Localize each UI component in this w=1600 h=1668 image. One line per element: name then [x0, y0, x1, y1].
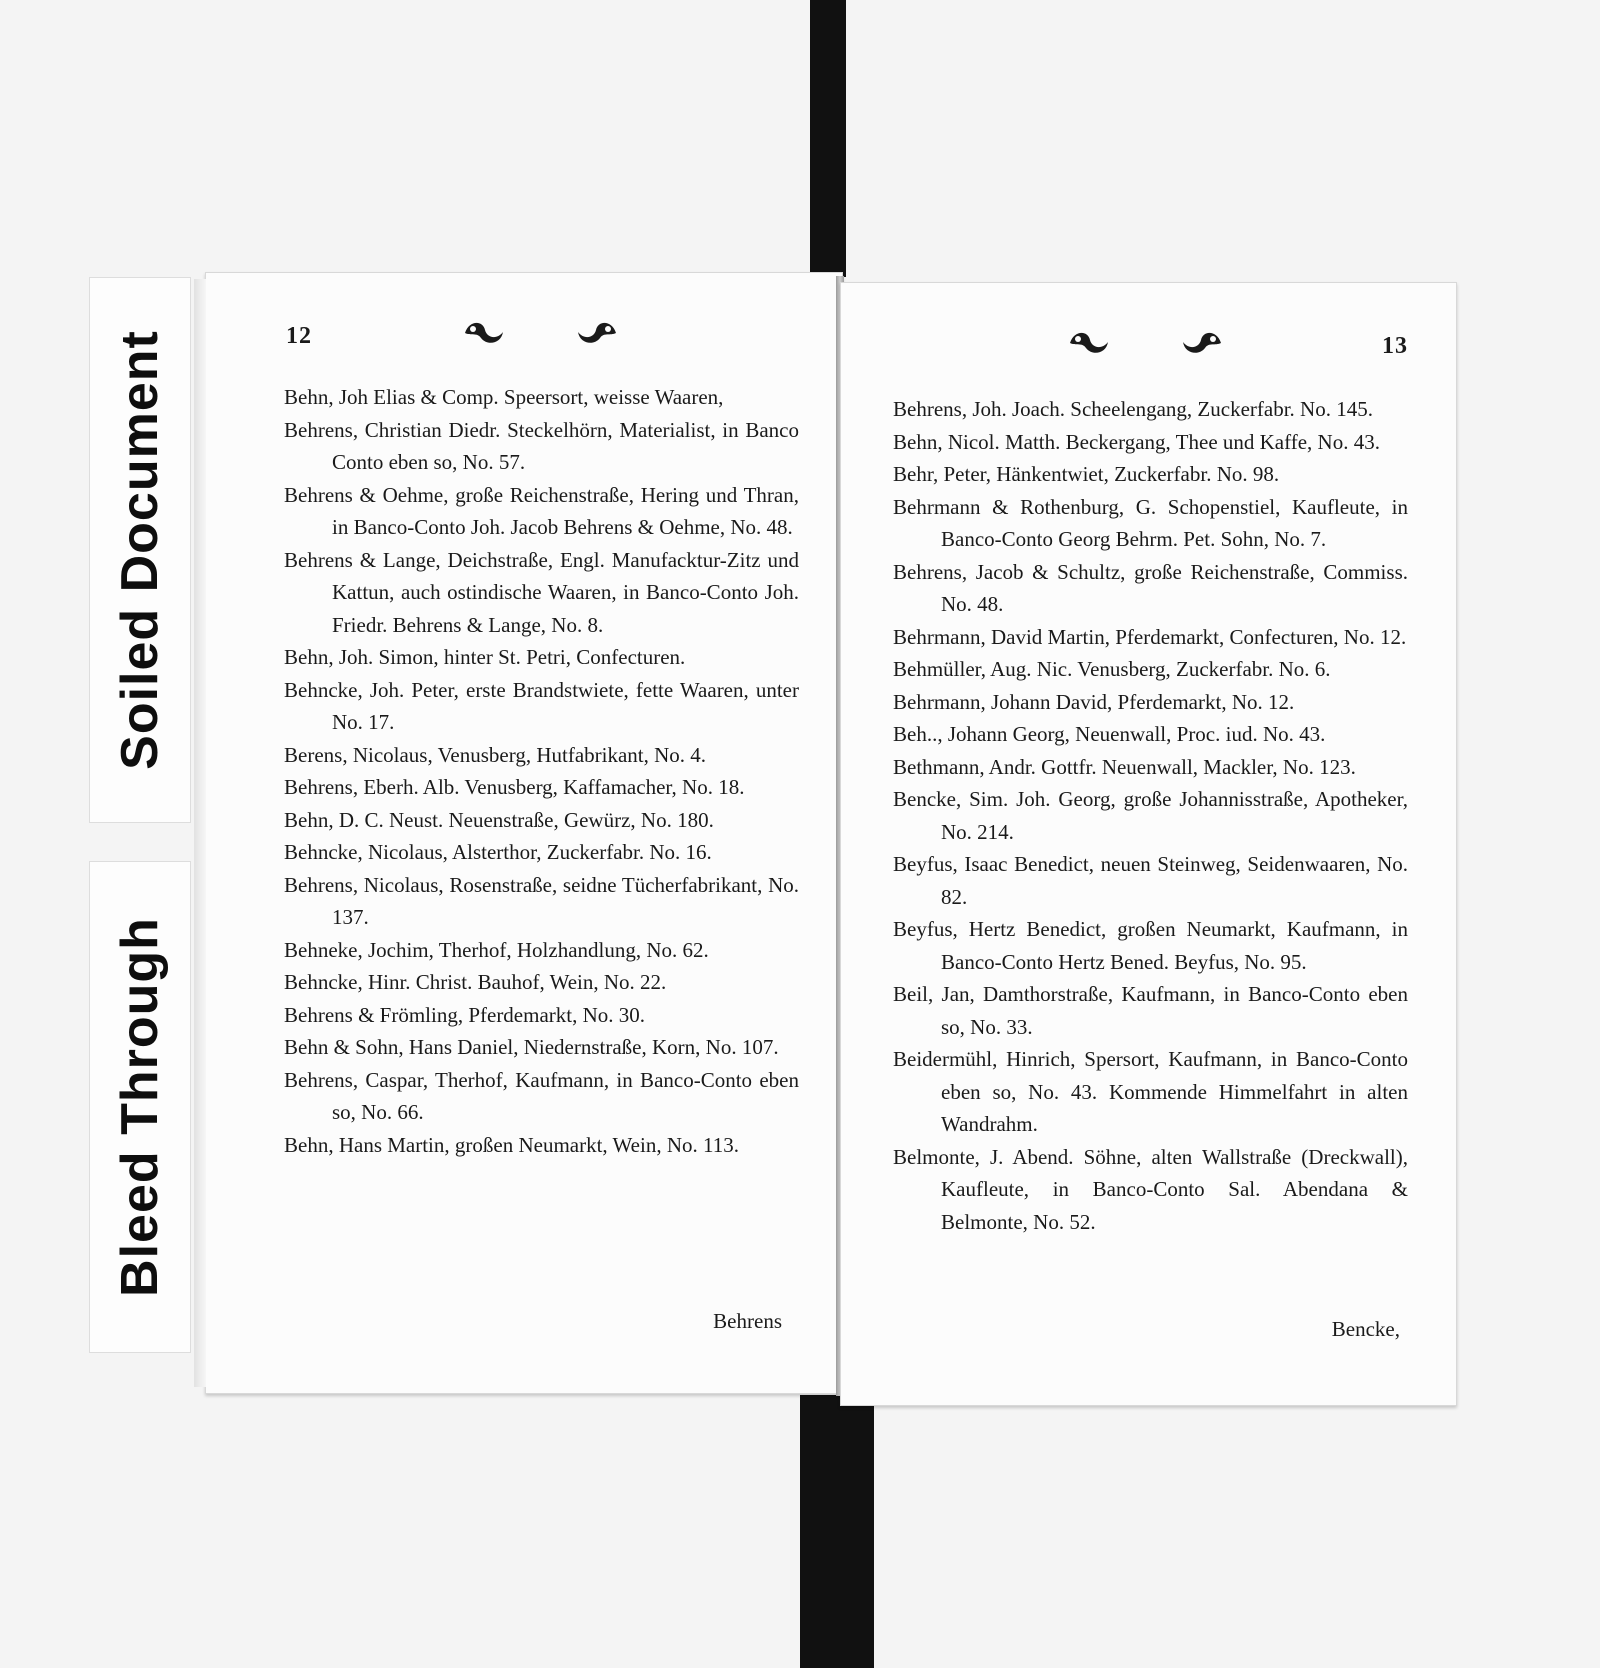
ornament-icon — [1066, 328, 1112, 358]
list-item: Behn, Nicol. Matth. Beckergang, Thee und Kaffe, No. 43. — [893, 429, 1380, 454]
ornament-icon — [461, 318, 507, 348]
list-item: Behn, Joh Elias & Comp. Speersort, weisse Waaren, — [284, 385, 724, 409]
list-item: Behrens, Christian Diedr. Steckelhörn, Materialist, in Banco Conto eben so, No. 57. — [284, 417, 799, 474]
directory-entries — [893, 393, 1408, 1238]
list-item: Behrens, Jacob & Schultz, große Reichenstraße, Commiss. No. 48. — [893, 559, 1408, 616]
list-item: Bethmann, Andr. Gottfr. Neuenwall, Mackler, No. 123. — [893, 754, 1356, 779]
list-item: Behncke, Joh. Peter, erste Brandstwiete, fette Waaren, unter No. 17. — [284, 677, 799, 734]
ornament-icon — [574, 318, 620, 348]
list-item: Beh.., Johann Georg, Neuenwall, Proc. iud. No. 43. — [893, 722, 1326, 746]
list-item: Berens, Nicolaus, Venusberg, Hutfabrikant, No. 4. — [284, 742, 707, 767]
list-item: Behrens & Frömling, Pferdemarkt, No. 30. — [284, 1002, 646, 1027]
list-item: Behrmann, David Martin, Pferdemarkt, Confecturen, No. 12. — [893, 624, 1407, 649]
list-item: Beyfus, Hertz Benedict, großen Neumarkt, Kaufmann, in Banco-Conto Hertz Bened. Beyfus, No. 95. — [893, 917, 1408, 974]
soiled-document-label — [90, 278, 190, 822]
list-item: Bencke, Sim. Joh. Georg, große Johannisstraße, Apotheker, No. 214. — [893, 787, 1408, 844]
list-item: Behrens & Lange, Deichstraße, Engl. Manufacktur-Zitz und Kattun, auch ostindische Waaren, in Banco-Conto Joh. Friedr. Behrens & Lange, No. 8. — [284, 547, 799, 637]
list-item: Beil, Jan, Damthorstraße, Kaufmann, in Banco-Conto eben so, No. 33. — [893, 982, 1408, 1039]
list-item: Behrens, Caspar, Therhof, Kaufmann, in Banco-Conto eben so, No. 66. — [284, 1067, 799, 1124]
list-item: Beidermühl, Hinrich, Spersort, Kaufmann, in Banco-Conto eben so, No. 43. Kommende Himmelfahrt in alten Wandrahm. — [893, 1047, 1408, 1136]
right-page — [840, 282, 1457, 1406]
catchword: Bencke, — [1331, 1317, 1400, 1341]
list-item: Behrens & Oehme, große Reichenstraße, Hering und Thran, in Banco-Conto Joh. Jacob Behrens & Oehme, No. 48. — [284, 482, 799, 539]
directory-entries — [284, 381, 799, 1161]
list-item: Behrens, Eberh. Alb. Venusberg, Kaffamacher, No. 18. — [284, 775, 745, 799]
list-item: Behn & Sohn, Hans Daniel, Niedernstraße, Korn, No. 107. — [284, 1035, 779, 1059]
page-number: 12 — [286, 323, 312, 349]
binder-strip-bottom — [800, 1395, 874, 1668]
list-item: Behn, Hans Martin, großen Neumarkt, Wein, No. 113. — [284, 1132, 739, 1157]
page-number: 13 — [1382, 333, 1408, 359]
list-item: Behncke, Nicolaus, Alsterthor, Zuckerfabr. No. 16. — [284, 840, 712, 864]
list-item: Belmonte, J. Abend. Söhne, alten Wallstraße (Dreckwall), Kaufleute, in Banco-Conto Sal. Abendana & Belmonte, No. 52. — [893, 1144, 1408, 1234]
soiled-document-label-text: Soiled Document — [111, 330, 169, 770]
list-item: Behn, D. C. Neust. Neuenstraße, Gewürz, No. 180. — [284, 807, 714, 832]
list-item: Behrens, Joh. Joach. Scheelengang, Zuckerfabr. No. 145. — [893, 397, 1373, 421]
bleed-through-label — [90, 862, 190, 1352]
list-item: Behncke, Hinr. Christ. Bauhof, Wein, No. 22. — [284, 970, 667, 994]
list-item: Behrmann, Johann David, Pferdemarkt, No. 12. — [893, 689, 1295, 714]
list-item: Behrens, Nicolaus, Rosenstraße, seidne Tücherfabrikant, No. 137. — [284, 872, 799, 929]
list-item: Behn, Joh. Simon, hinter St. Petri, Confecturen. — [284, 645, 686, 669]
list-item: Beyfus, Isaac Benedict, neuen Steinweg, Seidenwaaren, No. 82. — [893, 852, 1408, 909]
catchword: Behrens — [713, 1309, 782, 1333]
list-item: Behmüller, Aug. Nic. Venusberg, Zuckerfabr. No. 6. — [893, 657, 1331, 681]
list-item: Behrmann & Rothenburg, G. Schopenstiel, Kaufleute, in Banco-Conto Georg Behrm. Pet. Sohn, No. 7. — [893, 494, 1408, 551]
left-page — [205, 272, 843, 1394]
bleed-through-label-text: Bleed Through — [111, 917, 169, 1297]
binder-strip-top — [810, 0, 846, 277]
ornament-icon — [1179, 328, 1225, 358]
list-item: Behneke, Jochim, Therhof, Holzhandlung, No. 62. — [284, 937, 709, 962]
list-item: Behr, Peter, Hänkentwiet, Zuckerfabr. No. 98. — [893, 462, 1280, 486]
